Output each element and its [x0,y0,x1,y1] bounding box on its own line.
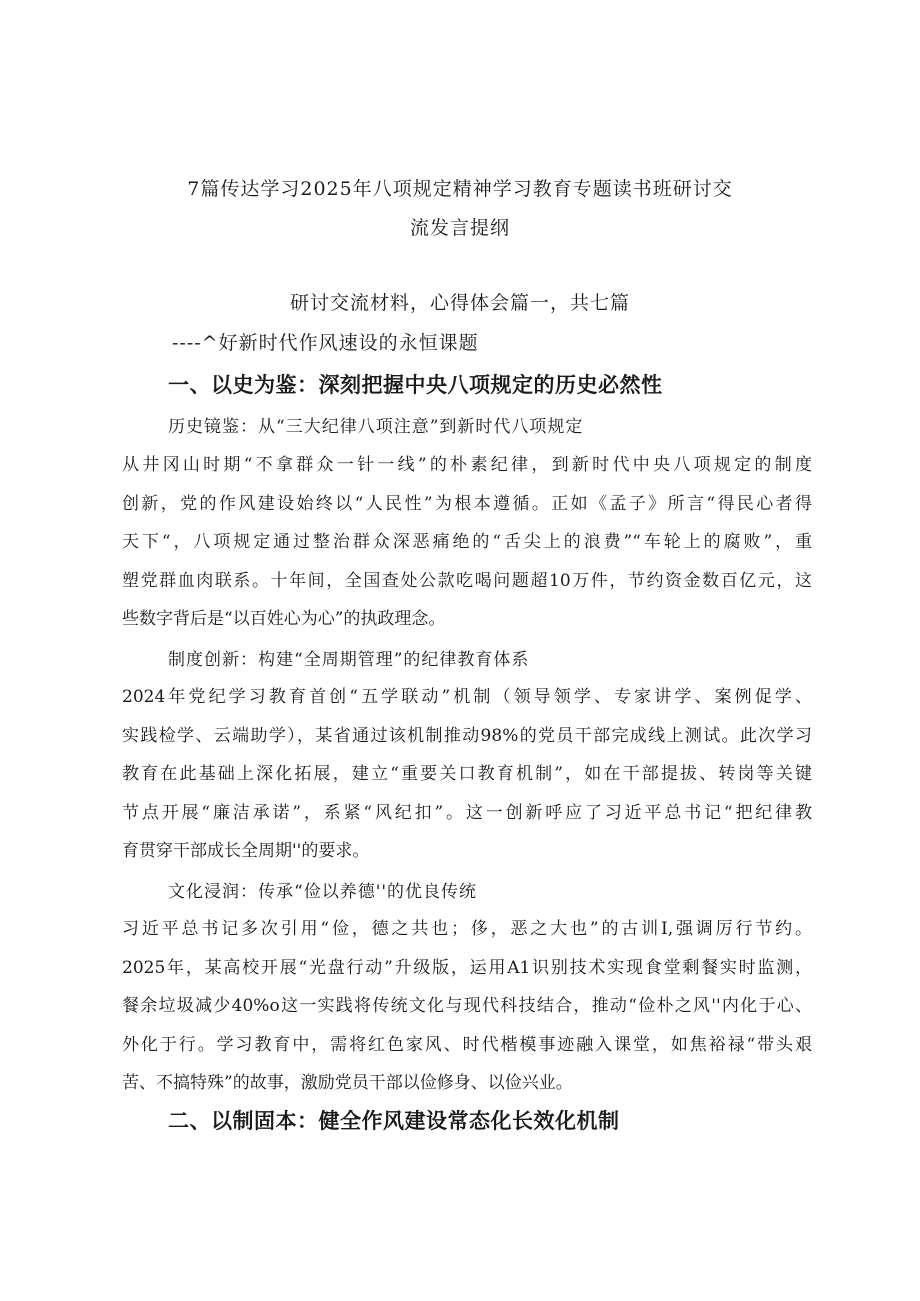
document-title-line2: 流发言提纲 [409,217,510,239]
paragraph-line: 餐余垃圾减少40%o这一实践将传统文化与现代科技结合，推动“俭朴之风''内化于心、 [122,996,812,1017]
section2-heading: 二、以制固本：健全作风建设常态化长效化机制 [168,1109,620,1133]
paragraph-line: 天下“，八项规定通过整治群众深恶痛绝的“舌尖上的浪费”“车轮上的腐败”，重 [122,532,812,553]
paragraph-line: 从井冈山时期“不拿群众一针一线”的朴素纪律，到新时代中央八项规定的制度 [122,455,812,475]
paragraph-line: 外化于行。学习教育中，需将红色家风、时代楷模事迹融入课堂，如焦裕禄“带头艰 [122,1034,812,1055]
paragraph-line: 2024年党纪学习教育首创“五学联动”机制（领导领学、专家讲学、案例促学、 [122,687,812,707]
section1-paragraph-2 [122,678,812,871]
document-theme: ----^好新时代作风速设的永恒课题 [172,332,479,354]
paragraph-line: 习近平总书记多次引用“俭，德之共也；侈，恶之大也”的古训I,强调厉行节约。 [122,919,812,939]
paragraph-line: 塑党群血肉联系。十年间，全国查处公款吃喝问题超10万件，节约资金数百亿元，这 [122,570,812,591]
paragraph-line: 教育在此基础上深化拓展，建立“重要关口教育机制”，如在干部提拔、转岗等关键 [122,764,812,785]
document-subtitle: 研讨交流材料，心得体会篇一，共七篇 [289,292,630,314]
section1-subheading-2: 制度创新：构建“全周期管理”的纪律教育体系 [168,650,530,670]
document-title-line1: 7篇传达学习2025年八项规定精神学习教育专题读书班研讨交 [187,178,733,200]
section1-heading: 一、以史为鉴：深刻把握中央八项规定的历史必然性 [168,373,663,397]
paragraph-line: 2025年，某高校开展“光盘行动”升级版，运用A1识别技术实现食堂剩餐实时监测， [122,957,812,978]
paragraph-line: 实践检学、云端助学），某省通过该机制推动98%的党员干部完成线上测试。此次学习 [122,725,812,746]
paragraph-line: 育贯穿干部成长全周期''的要求。 [122,841,370,862]
section1-paragraph-1 [122,446,812,639]
paragraph-line: 节点开展“廉洁承诺”，系紧“风纪扣”。这一创新呼应了习近平总书记“把纪律教 [122,802,812,823]
section1-subheading-3: 文化浸润：传承“俭以养德''的优良传统 [168,882,478,902]
section1-paragraph-3 [122,910,812,1103]
paragraph-line: 苦、不搞特殊”的故事，激励党员干部以俭修身、以俭兴业。 [122,1073,573,1094]
section1-subheading-1: 历史镜鉴：从“三大纪律八项注意”到新时代八项规定 [168,417,584,437]
paragraph-line: 些数字背后是“以百姓心为心”的执政理念。 [122,609,446,630]
paragraph-line: 创新，党的作风建设始终以“人民性”为根本遵循。正如《孟子》所言“得民心者得 [122,493,812,514]
